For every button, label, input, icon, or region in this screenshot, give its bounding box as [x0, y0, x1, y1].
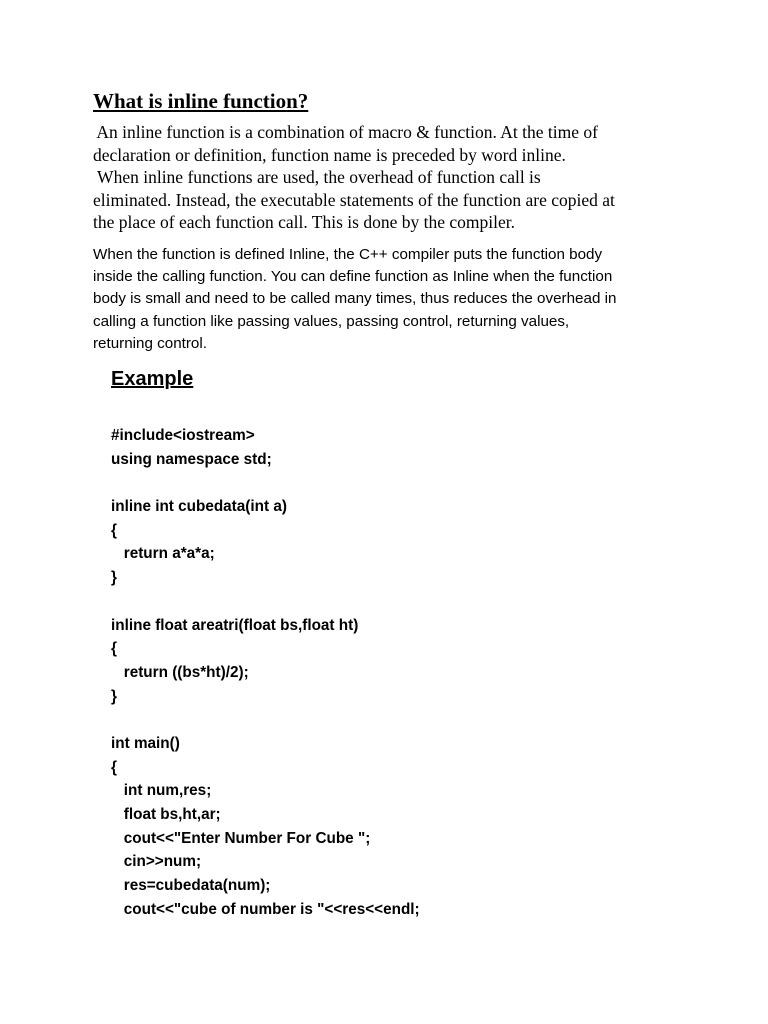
paragraph-line: body is small and need to be called many times, thus reduces the overhead in	[93, 290, 617, 308]
example-heading: Example	[111, 368, 194, 390]
code-line: using namespace std;	[111, 450, 272, 468]
code-block	[111, 424, 420, 921]
code-line: return ((bs*ht)/2);	[111, 663, 249, 681]
code-line: {	[111, 521, 117, 539]
code-line: int num,res;	[111, 782, 212, 800]
code-line: cout<<"cube of number is "<<res<<endl;	[111, 900, 420, 918]
explanation-paragraph	[93, 244, 693, 355]
paragraph-line: returning control.	[93, 334, 207, 352]
code-line: }	[111, 687, 117, 705]
code-line: {	[111, 640, 117, 658]
code-line: return a*a*a;	[111, 545, 215, 563]
page-title: What is inline function?	[93, 89, 309, 113]
paragraph-line: eliminated. Instead, the executable statements of the function are copied at	[93, 189, 615, 210]
code-line: cin>>num;	[111, 853, 202, 871]
code-line: {	[111, 758, 117, 776]
definition-paragraph	[93, 121, 683, 234]
code-line	[111, 590, 420, 614]
code-line: inline float areatri(float bs,float ht)	[111, 616, 359, 634]
code-line: int main()	[111, 734, 180, 752]
paragraph-line: When the function is defined Inline, the C++ compiler puts the function body	[93, 246, 603, 263]
paragraph-line: inside the calling function. You can define function as Inline when the function	[93, 268, 613, 286]
code-line: float bs,ht,ar;	[111, 806, 221, 823]
code-line: res=cubedata(num);	[111, 877, 271, 895]
paragraph-line: An inline function is a combination of macro & function. At the time of	[93, 122, 598, 142]
code-line	[111, 708, 420, 732]
paragraph-line: declaration or definition, function name is preceded by word inline.	[93, 144, 566, 165]
code-line: cout<<"Enter Number For Cube ";	[111, 829, 371, 847]
code-line: }	[111, 569, 117, 587]
code-line: #include<iostream>	[111, 427, 255, 444]
code-line: inline int cubedata(int a)	[111, 498, 287, 516]
paragraph-line: calling a function like passing values, passing control, returning values,	[93, 312, 570, 330]
paragraph-line: the place of each function call. This is done by the compiler.	[93, 212, 515, 232]
code-line	[111, 471, 420, 495]
paragraph-line: When inline functions are used, the overhead of function call is	[93, 167, 541, 187]
